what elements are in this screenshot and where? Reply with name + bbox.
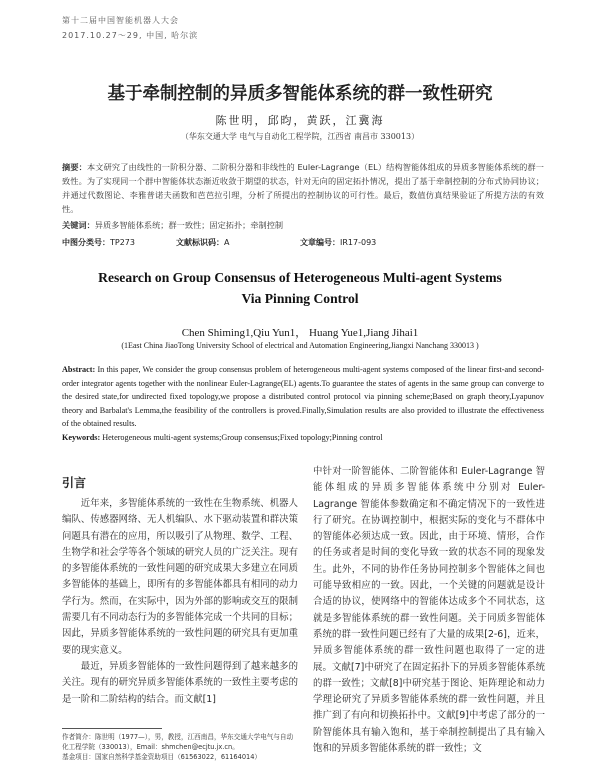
document-code-value: A xyxy=(224,238,230,247)
keywords-english-text: Heterogeneous multi-agent systems;Group consensus;Fixed topology;Pinning control xyxy=(100,433,383,442)
conference-name: 第十二届中国智能机器人大会 xyxy=(62,16,179,25)
article-number-value: IR17-093 xyxy=(340,238,377,247)
keywords-english xyxy=(62,433,383,442)
footnote-rule xyxy=(62,728,162,729)
affiliation-chinese: （华东交通大学 电气与自动化工程学院，江西省 南昌市 330013） xyxy=(180,132,420,141)
intro-paragraph-2: 最近，异质多智能体的一致性问题得到了越来越多的关注。现有的研究异质多智能体系统的一致性主要考虑的是一阶和二阶结构的结合。而文献[1] xyxy=(62,660,298,705)
abstract-chinese-text: 本文研究了由线性的一阶积分器、二阶积分器和非线性的 Euler-Lagrange（EL）结构智能体组成的异质多智能体系统的群一致性。为了实现同一个群中智能体状态渐近收敛于期望的状态，针对无向的固定拓扑情况，提出了基于牵制控制的分布式协同协议；并通过代数图论、李雅普诺夫函数和芭芭拉引理，分析了所提出的控制协议的可行性。最后，数值仿真结果验证了所提方法的有效性。 xyxy=(62,162,544,214)
abstract-english xyxy=(62,363,544,431)
footnote-author-info: 作者简介：陈世明（1977—），男，教授，江西南昌，华东交通大学电气与自动化工程学院（330013），Email：shmchen@ecjtu.jx.cn。 xyxy=(62,733,294,751)
intro-paragraph-3: 中针对一阶智能体、二阶智能体和 Euler-Lagrange 智能体组成的异质多智能体系统中分别对 Euler-Lagrange 智能体参数确定和不确定情况下的一致性进行了研究。在协调控制中，根据实际的变化与不群体中的智能体必须达成一致。因此，由于环境、情形，合作的任务或者是时间的变化导致一致的状态不同的现象发生。此外，不同的协作任务协同控制多个智能体之间也可能导致相应的一致。因此，一个关键的问题就是设计合适的协议，使网络中的智能体达成多个不同状态，这就是多智能体系统的群一致性问题。关于同质多智能体系统的群一致性问题已经有了大量的成果[2-6]，近来，异质多智能体系统的群一致性问题也取得了一定的进展。文献[7]中研究了在固定拓扑下的异质多智能体系统的群一致性；文献[8]中研究基于图论、矩阵理论和动力学理论研究了异质多智能体系统的群一致性问题，并且推广到了有向和切换拓扑中。文献[9]中考虑了部分的一阶智能体具有输入饱和，基于牵制控制提出了具有输入饱和的异质多智能体系统的群一致性；文 xyxy=(313,466,545,755)
keywords-chinese-text: 异质多智能体系统；群一致性；固定拓扑；牵制控制 xyxy=(94,220,284,230)
title-chinese: 基于牵制控制的异质多智能体系统的群一致性研究 xyxy=(107,84,493,104)
authors-chinese: 陈世明，邱昀，黄跃，江冀海 xyxy=(215,114,385,127)
article-number-label: 文章编号： xyxy=(300,238,340,247)
clc-value: TP273 xyxy=(110,238,135,247)
keywords-chinese xyxy=(62,220,283,231)
abstract-english-text: In this paper, We consider the group consensus problem of heterogeneous multi-agent systems composed of the linear first-and second-order integrator agents together with the nonlinear Euler-Lagrange(EL) agents.To guarantee the states of agents in the same group can converge to the desired state,for undirected fixed topology,we propose a distributed control protocol via pinning scheme;Based on graph theory,Lyapunov theory and Barbalat's Lemma,the feasibility of the controllers is proved.Finally,Simulation results are also provided to illustrate the effectiveness of the obtained results. xyxy=(62,365,544,428)
footnote xyxy=(62,732,298,762)
clc-label: 中图分类号： xyxy=(62,238,110,247)
abstract-chinese-label: 摘要： xyxy=(62,162,87,172)
body-column-left xyxy=(62,496,298,708)
title-english-line1: Research on Group Consensus of Heterogeneous Multi-agent Systems xyxy=(98,270,502,285)
keywords-chinese-label: 关键词： xyxy=(62,220,95,230)
keywords-english-label: Keywords: xyxy=(62,433,101,442)
conference-date-place: 2017.10.27～29, 中国, 哈尔滨 xyxy=(62,31,199,40)
section-heading-introduction: 引言 xyxy=(62,476,87,490)
footnote-fund-info: 基金项目：国家自然科学基金资助项目（61563022，61164014） xyxy=(62,753,261,761)
intro-paragraph-1: 近年来，多智能体系统的一致性在生物系统、机器人编队、传感器网络、无人机编队、水下驱动装置和群决策问题具有潜在的应用，所以吸引了从物理、数学、工程、生物学和社会学等各个领域的研究人员的广泛关注。现有的多智能体系统的一致性问题的研究成果大多建立在同质多智能体的基础上，即所有的多智能体都具有相同的动力学行为。然而，在实际中，因为外部的影响或交互的限制需要几有不同动态行为的多智能体完成一个共同的目标；因此，异质多智能体系统的一致性问题的研究具有更加重要的现实意义。 xyxy=(62,498,298,656)
clc-number xyxy=(62,237,135,248)
abstract-english-label: Abstract: xyxy=(62,365,96,374)
affiliation-english: (1East China JiaoTong University School of electrical and Automation Engineering,Jiangxi Nanchang 330013 ) xyxy=(121,341,479,350)
body-column-right xyxy=(313,464,545,757)
authors-english: Chen Shiming1,Qiu Yun1， Huang Yue1,Jiang Jihai1 xyxy=(181,327,419,339)
article-number xyxy=(300,237,376,248)
document-code-label: 文献标识码： xyxy=(176,238,224,247)
title-english-line2: Via Pinning Control xyxy=(241,291,359,306)
document-code xyxy=(176,237,229,248)
abstract-chinese xyxy=(62,160,544,216)
